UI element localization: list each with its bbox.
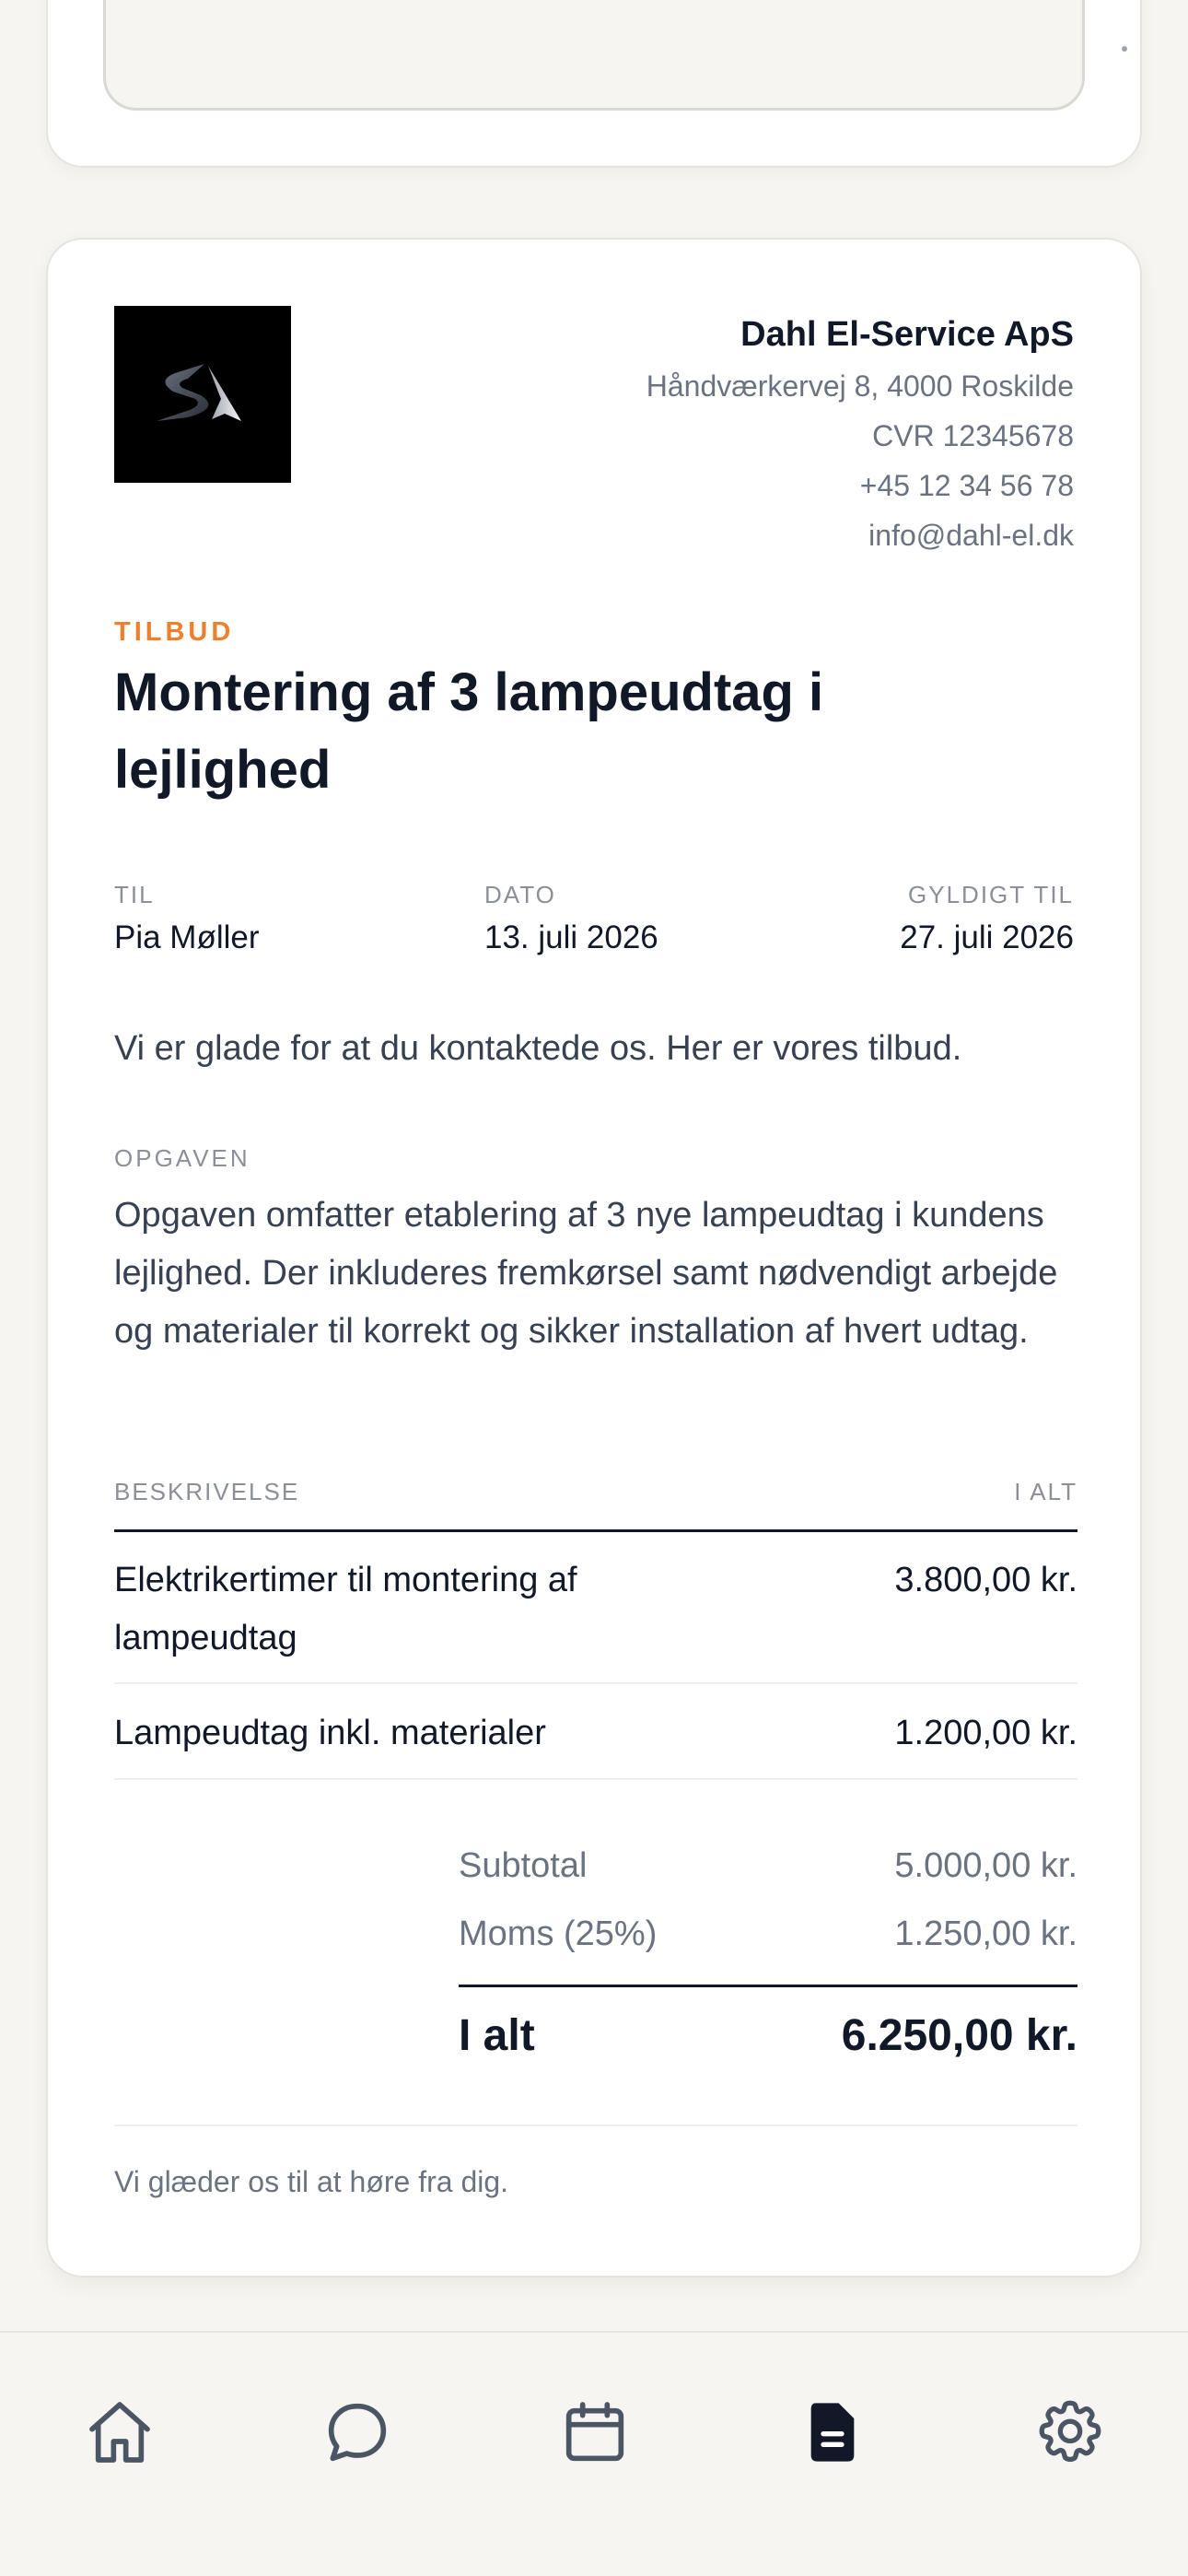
footer-divider bbox=[114, 2125, 1077, 2126]
notes-textarea[interactable] bbox=[103, 0, 1085, 111]
task-description: Opgaven omfatter etablering af 3 nye lampeudtag i kundens lejlighed. Der inkluderes fremkørsel samt nødvendigt arbejde og materialer til korrekt og sikker installation af hvert udtag. bbox=[114, 1196, 1058, 1351]
vat-label: Moms (25%) bbox=[459, 1914, 658, 1953]
subtotal-value: 5.000,00 kr. bbox=[894, 1846, 1077, 1885]
column-description-header: BESKRIVELSE bbox=[114, 1478, 300, 1505]
row-divider bbox=[114, 1778, 1077, 1780]
nav-documents[interactable] bbox=[786, 2386, 879, 2478]
line-item-amount: 3.800,00 kr. bbox=[894, 1561, 1077, 1599]
previous-card bbox=[46, 0, 1142, 168]
nav-settings[interactable] bbox=[1024, 2386, 1116, 2478]
document-icon bbox=[796, 2395, 869, 2469]
company-name: Dahl El-Service ApS bbox=[740, 315, 1074, 354]
valid-until-label: GYLDIGT TIL bbox=[908, 881, 1074, 908]
company-cvr: CVR 12345678 bbox=[872, 419, 1074, 452]
company-info bbox=[646, 311, 1074, 560]
date-label: DATO bbox=[484, 881, 556, 908]
closing-note: Vi glæder os til at høre fra dig. bbox=[114, 2165, 509, 2198]
company-email: info@dahl-el.dk bbox=[868, 519, 1074, 552]
company-phone: +45 12 34 56 78 bbox=[859, 469, 1074, 502]
table-row bbox=[114, 1704, 1077, 1762]
date-value: 13. juli 2026 bbox=[484, 919, 658, 955]
recipient-value: Pia Møller bbox=[114, 919, 260, 955]
bottom-navigation bbox=[0, 2331, 1188, 2576]
chat-icon bbox=[320, 2395, 394, 2469]
grand-total-line bbox=[459, 2010, 1077, 2061]
home-icon bbox=[83, 2395, 157, 2469]
document-title: Montering af 3 lampeudtag i lejlighed bbox=[114, 662, 824, 800]
document-type: TILBUD bbox=[114, 617, 235, 647]
line-item-description: Lampeudtag inkl. materialer bbox=[114, 1714, 546, 1752]
intro-text: Vi er glade for at du kontaktede os. Her er vores tilbud. bbox=[114, 1029, 962, 1068]
total-label: I alt bbox=[459, 2011, 535, 2060]
company-logo bbox=[114, 306, 291, 483]
line-items-header bbox=[114, 1478, 1077, 1506]
line-item-amount: 1.200,00 kr. bbox=[894, 1714, 1077, 1752]
task-section-label: OPGAVEN bbox=[114, 1144, 250, 1172]
vat-value: 1.250,00 kr. bbox=[894, 1914, 1077, 1953]
table-header-divider bbox=[114, 1529, 1077, 1532]
line-item-description: Elektrikertimer til montering af lampeudtag bbox=[114, 1561, 577, 1657]
subtotal-line bbox=[459, 1846, 1077, 1886]
table-row bbox=[114, 1551, 1077, 1668]
calendar-icon bbox=[558, 2395, 632, 2469]
recipient-label: TIL bbox=[114, 881, 155, 908]
vat-line bbox=[459, 1914, 1077, 1954]
nav-calendar[interactable] bbox=[549, 2386, 641, 2478]
nav-messages[interactable] bbox=[311, 2386, 403, 2478]
company-address: Håndværkervej 8, 4000 Roskilde bbox=[646, 369, 1074, 403]
total-divider bbox=[459, 1985, 1077, 1987]
column-total-header: I ALT bbox=[1014, 1478, 1077, 1505]
subtotal-label: Subtotal bbox=[459, 1846, 588, 1885]
total-value: 6.250,00 kr. bbox=[841, 2011, 1077, 2060]
resize-handle[interactable] bbox=[1122, 46, 1127, 52]
row-divider bbox=[114, 1682, 1077, 1684]
gear-icon bbox=[1033, 2395, 1107, 2469]
valid-until-value: 27. juli 2026 bbox=[900, 919, 1074, 955]
offer-preview-card bbox=[46, 238, 1142, 2277]
stylized-s-logo-icon bbox=[147, 353, 258, 436]
nav-home[interactable] bbox=[74, 2386, 166, 2478]
